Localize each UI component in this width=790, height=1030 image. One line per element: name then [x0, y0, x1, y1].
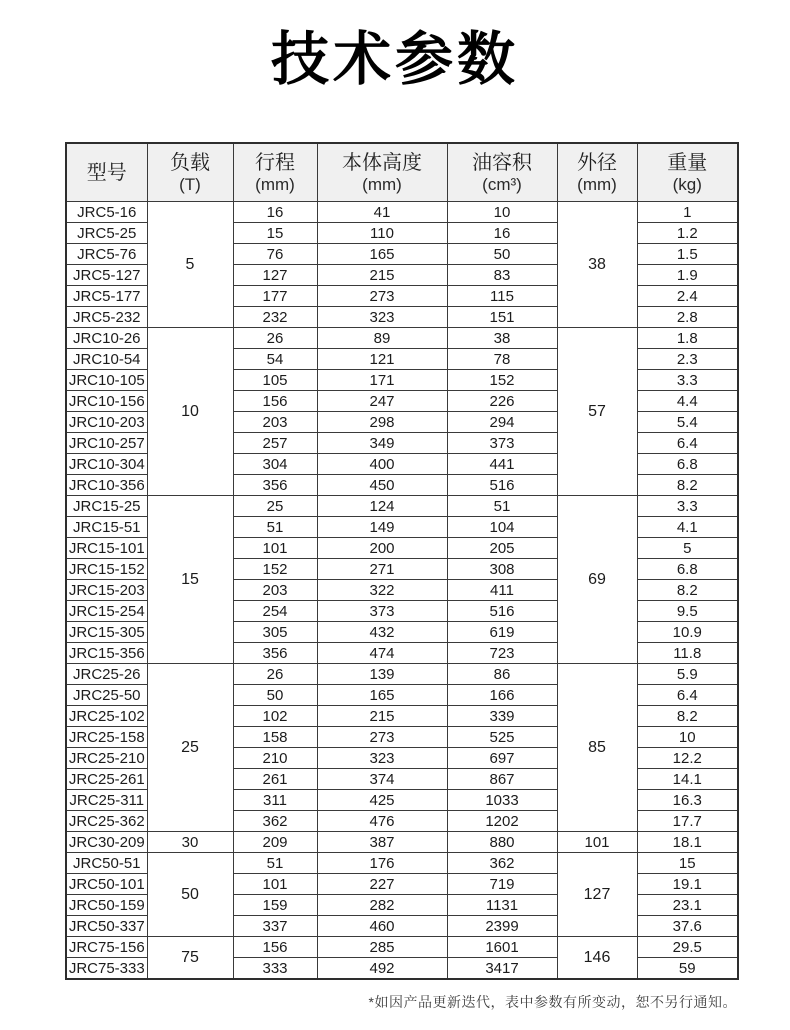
- oil-volume-cell: 115: [447, 286, 557, 307]
- page-title: 技术参数: [270, 27, 519, 92]
- col-header-model: [66, 143, 147, 202]
- weight-cell: 10: [637, 727, 738, 748]
- col-header-stroke: [233, 143, 317, 202]
- weight-cell: 5.9: [637, 664, 738, 685]
- body-height-cell: 349: [317, 433, 447, 454]
- oil-volume-cell: 1202: [447, 811, 557, 832]
- oil-volume-cell: 441: [447, 454, 557, 475]
- stroke-cell: 102: [233, 706, 317, 727]
- weight-cell: 8.2: [637, 580, 738, 601]
- stroke-cell: 16: [233, 202, 317, 223]
- weight-cell: 37.6: [637, 916, 738, 937]
- weight-cell: 17.7: [637, 811, 738, 832]
- stroke-cell: 26: [233, 664, 317, 685]
- weight-cell: 19.1: [637, 874, 738, 895]
- stroke-cell: 152: [233, 559, 317, 580]
- oil-volume-cell: 697: [447, 748, 557, 769]
- weight-cell: 9.5: [637, 601, 738, 622]
- col-header-body-height-label: 本体高度: [342, 152, 422, 175]
- oil-volume-cell: 1033: [447, 790, 557, 811]
- model-cell: JRC10-105: [66, 370, 147, 391]
- load-cell: 75: [147, 937, 233, 980]
- oil-volume-cell: 205: [447, 538, 557, 559]
- oil-volume-cell: 516: [447, 475, 557, 496]
- oil-volume-cell: 723: [447, 643, 557, 664]
- body-height-cell: 273: [317, 286, 447, 307]
- body-height-cell: 139: [317, 664, 447, 685]
- body-height-cell: 460: [317, 916, 447, 937]
- stroke-cell: 356: [233, 475, 317, 496]
- body-height-cell: 387: [317, 832, 447, 853]
- model-cell: JRC25-362: [66, 811, 147, 832]
- table-row: [66, 202, 738, 223]
- model-cell: JRC15-51: [66, 517, 147, 538]
- body-height-cell: 247: [317, 391, 447, 412]
- weight-cell: 5: [637, 538, 738, 559]
- oil-volume-cell: 86: [447, 664, 557, 685]
- oil-volume-cell: 151: [447, 307, 557, 328]
- weight-cell: 1: [637, 202, 738, 223]
- outer-diameter-cell: 69: [557, 496, 637, 664]
- body-height-cell: 121: [317, 349, 447, 370]
- stroke-cell: 50: [233, 685, 317, 706]
- stroke-cell: 101: [233, 538, 317, 559]
- weight-cell: 23.1: [637, 895, 738, 916]
- table-row: [66, 328, 738, 349]
- stroke-cell: 156: [233, 391, 317, 412]
- spec-table: [65, 142, 739, 980]
- col-header-body-height: [317, 143, 447, 202]
- model-cell: JRC15-305: [66, 622, 147, 643]
- col-header-stroke-label: 行程: [255, 152, 295, 175]
- stroke-cell: 209: [233, 832, 317, 853]
- model-cell: JRC15-254: [66, 601, 147, 622]
- model-cell: JRC10-356: [66, 475, 147, 496]
- stroke-cell: 254: [233, 601, 317, 622]
- oil-volume-cell: 411: [447, 580, 557, 601]
- stroke-cell: 261: [233, 769, 317, 790]
- model-cell: JRC50-159: [66, 895, 147, 916]
- stroke-cell: 232: [233, 307, 317, 328]
- model-cell: JRC5-25: [66, 223, 147, 244]
- model-cell: JRC25-210: [66, 748, 147, 769]
- body-height-cell: 400: [317, 454, 447, 475]
- stroke-cell: 203: [233, 580, 317, 601]
- weight-cell: 11.8: [637, 643, 738, 664]
- body-height-cell: 476: [317, 811, 447, 832]
- col-header-outer-diameter: [557, 143, 637, 202]
- table-row: [66, 937, 738, 958]
- stroke-cell: 337: [233, 916, 317, 937]
- oil-volume-cell: 373: [447, 433, 557, 454]
- weight-cell: 29.5: [637, 937, 738, 958]
- model-cell: JRC25-50: [66, 685, 147, 706]
- body-height-cell: 124: [317, 496, 447, 517]
- col-header-outer-diameter-unit: (mm): [577, 175, 617, 195]
- model-cell: JRC15-25: [66, 496, 147, 517]
- oil-volume-cell: 10: [447, 202, 557, 223]
- weight-cell: 6.8: [637, 454, 738, 475]
- weight-cell: 8.2: [637, 706, 738, 727]
- col-header-load: [147, 143, 233, 202]
- table-header-row: [66, 143, 738, 202]
- weight-cell: 14.1: [637, 769, 738, 790]
- body-height-cell: 89: [317, 328, 447, 349]
- load-cell: 25: [147, 664, 233, 832]
- oil-volume-cell: 308: [447, 559, 557, 580]
- model-cell: JRC5-232: [66, 307, 147, 328]
- body-height-cell: 165: [317, 685, 447, 706]
- weight-cell: 2.8: [637, 307, 738, 328]
- model-cell: JRC15-356: [66, 643, 147, 664]
- weight-cell: 3.3: [637, 370, 738, 391]
- col-header-weight-unit: (kg): [672, 175, 702, 195]
- body-height-cell: 41: [317, 202, 447, 223]
- stroke-cell: 127: [233, 265, 317, 286]
- body-height-cell: 149: [317, 517, 447, 538]
- model-cell: JRC25-102: [66, 706, 147, 727]
- oil-volume-cell: 362: [447, 853, 557, 874]
- body-height-cell: 215: [317, 706, 447, 727]
- oil-volume-cell: 152: [447, 370, 557, 391]
- oil-volume-cell: 51: [447, 496, 557, 517]
- body-height-cell: 282: [317, 895, 447, 916]
- stroke-cell: 158: [233, 727, 317, 748]
- load-cell: 10: [147, 328, 233, 496]
- oil-volume-cell: 619: [447, 622, 557, 643]
- body-height-cell: 110: [317, 223, 447, 244]
- weight-cell: 12.2: [637, 748, 738, 769]
- col-header-stroke-unit: (mm): [255, 175, 295, 195]
- load-cell: 15: [147, 496, 233, 664]
- oil-volume-cell: 719: [447, 874, 557, 895]
- oil-volume-cell: 516: [447, 601, 557, 622]
- model-cell: JRC30-209: [66, 832, 147, 853]
- model-cell: JRC10-26: [66, 328, 147, 349]
- body-height-cell: 298: [317, 412, 447, 433]
- model-cell: JRC50-101: [66, 874, 147, 895]
- stroke-cell: 304: [233, 454, 317, 475]
- weight-cell: 59: [637, 958, 738, 980]
- stroke-cell: 26: [233, 328, 317, 349]
- body-height-cell: 323: [317, 748, 447, 769]
- model-cell: JRC25-311: [66, 790, 147, 811]
- col-header-model-label: 型号: [86, 161, 127, 184]
- oil-volume-cell: 1131: [447, 895, 557, 916]
- model-cell: JRC25-26: [66, 664, 147, 685]
- outer-diameter-cell: 146: [557, 937, 637, 980]
- col-header-oil-volume-label: 油容积: [472, 152, 532, 175]
- outer-diameter-cell: 127: [557, 853, 637, 937]
- body-height-cell: 227: [317, 874, 447, 895]
- body-height-cell: 450: [317, 475, 447, 496]
- weight-cell: 5.4: [637, 412, 738, 433]
- model-cell: JRC10-304: [66, 454, 147, 475]
- weight-cell: 6.4: [637, 685, 738, 706]
- oil-volume-cell: 78: [447, 349, 557, 370]
- model-cell: JRC10-156: [66, 391, 147, 412]
- stroke-cell: 51: [233, 517, 317, 538]
- weight-cell: 10.9: [637, 622, 738, 643]
- stroke-cell: 76: [233, 244, 317, 265]
- model-cell: JRC50-337: [66, 916, 147, 937]
- col-header-weight: [637, 143, 738, 202]
- model-cell: JRC25-261: [66, 769, 147, 790]
- weight-cell: 16.3: [637, 790, 738, 811]
- col-header-load-unit: (T): [179, 175, 201, 195]
- oil-volume-cell: 226: [447, 391, 557, 412]
- weight-cell: 1.5: [637, 244, 738, 265]
- body-height-cell: 322: [317, 580, 447, 601]
- model-cell: JRC50-51: [66, 853, 147, 874]
- model-cell: JRC15-203: [66, 580, 147, 601]
- stroke-cell: 177: [233, 286, 317, 307]
- stroke-cell: 210: [233, 748, 317, 769]
- oil-volume-cell: 16: [447, 223, 557, 244]
- stroke-cell: 51: [233, 853, 317, 874]
- table-row: [66, 853, 738, 874]
- body-height-cell: 432: [317, 622, 447, 643]
- stroke-cell: 159: [233, 895, 317, 916]
- col-header-oil-volume-unit: (cm³): [482, 175, 522, 195]
- body-height-cell: 215: [317, 265, 447, 286]
- col-header-body-height-unit: (mm): [362, 175, 402, 195]
- oil-volume-cell: 525: [447, 727, 557, 748]
- stroke-cell: 105: [233, 370, 317, 391]
- stroke-cell: 356: [233, 643, 317, 664]
- weight-cell: 4.1: [637, 517, 738, 538]
- table-row: [66, 832, 738, 853]
- outer-diameter-cell: 38: [557, 202, 637, 328]
- stroke-cell: 101: [233, 874, 317, 895]
- weight-cell: 8.2: [637, 475, 738, 496]
- stroke-cell: 305: [233, 622, 317, 643]
- model-cell: JRC25-158: [66, 727, 147, 748]
- weight-cell: 6.4: [637, 433, 738, 454]
- oil-volume-cell: 867: [447, 769, 557, 790]
- oil-volume-cell: 166: [447, 685, 557, 706]
- weight-cell: 1.8: [637, 328, 738, 349]
- stroke-cell: 311: [233, 790, 317, 811]
- col-header-load-label: 负载: [170, 152, 210, 175]
- model-cell: JRC10-54: [66, 349, 147, 370]
- model-cell: JRC15-152: [66, 559, 147, 580]
- body-height-cell: 285: [317, 937, 447, 958]
- outer-diameter-cell: 57: [557, 328, 637, 496]
- footnote: *如因产品更新迭代，表中参数有所变动，恕不另行通知。: [368, 994, 737, 1011]
- weight-cell: 1.2: [637, 223, 738, 244]
- oil-volume-cell: 3417: [447, 958, 557, 980]
- oil-volume-cell: 38: [447, 328, 557, 349]
- table-body: [66, 202, 738, 980]
- oil-volume-cell: 2399: [447, 916, 557, 937]
- model-cell: JRC10-203: [66, 412, 147, 433]
- model-cell: JRC5-127: [66, 265, 147, 286]
- body-height-cell: 200: [317, 538, 447, 559]
- load-cell: 50: [147, 853, 233, 937]
- body-height-cell: 176: [317, 853, 447, 874]
- body-height-cell: 425: [317, 790, 447, 811]
- model-cell: JRC75-156: [66, 937, 147, 958]
- model-cell: JRC5-16: [66, 202, 147, 223]
- body-height-cell: 374: [317, 769, 447, 790]
- outer-diameter-cell: 101: [557, 832, 637, 853]
- stroke-cell: 257: [233, 433, 317, 454]
- model-cell: JRC75-333: [66, 958, 147, 980]
- weight-cell: 2.3: [637, 349, 738, 370]
- body-height-cell: 171: [317, 370, 447, 391]
- stroke-cell: 15: [233, 223, 317, 244]
- col-header-oil-volume: [447, 143, 557, 202]
- oil-volume-cell: 50: [447, 244, 557, 265]
- model-cell: JRC10-257: [66, 433, 147, 454]
- weight-cell: 15: [637, 853, 738, 874]
- model-cell: JRC5-177: [66, 286, 147, 307]
- load-cell: 30: [147, 832, 233, 853]
- table-row: [66, 664, 738, 685]
- oil-volume-cell: 1601: [447, 937, 557, 958]
- oil-volume-cell: 294: [447, 412, 557, 433]
- stroke-cell: 54: [233, 349, 317, 370]
- weight-cell: 1.9: [637, 265, 738, 286]
- stroke-cell: 156: [233, 937, 317, 958]
- body-height-cell: 373: [317, 601, 447, 622]
- outer-diameter-cell: 85: [557, 664, 637, 832]
- stroke-cell: 333: [233, 958, 317, 980]
- body-height-cell: 271: [317, 559, 447, 580]
- body-height-cell: 273: [317, 727, 447, 748]
- weight-cell: 6.8: [637, 559, 738, 580]
- body-height-cell: 165: [317, 244, 447, 265]
- col-header-outer-diameter-label: 外径: [577, 152, 617, 175]
- body-height-cell: 492: [317, 958, 447, 980]
- weight-cell: 18.1: [637, 832, 738, 853]
- stroke-cell: 25: [233, 496, 317, 517]
- model-cell: JRC15-101: [66, 538, 147, 559]
- body-height-cell: 323: [317, 307, 447, 328]
- stroke-cell: 203: [233, 412, 317, 433]
- table-row: [66, 496, 738, 517]
- oil-volume-cell: 104: [447, 517, 557, 538]
- oil-volume-cell: 339: [447, 706, 557, 727]
- weight-cell: 4.4: [637, 391, 738, 412]
- col-header-weight-label: 重量: [667, 152, 708, 175]
- weight-cell: 2.4: [637, 286, 738, 307]
- body-height-cell: 474: [317, 643, 447, 664]
- oil-volume-cell: 880: [447, 832, 557, 853]
- load-cell: 5: [147, 202, 233, 328]
- model-cell: JRC5-76: [66, 244, 147, 265]
- oil-volume-cell: 83: [447, 265, 557, 286]
- stroke-cell: 362: [233, 811, 317, 832]
- weight-cell: 3.3: [637, 496, 738, 517]
